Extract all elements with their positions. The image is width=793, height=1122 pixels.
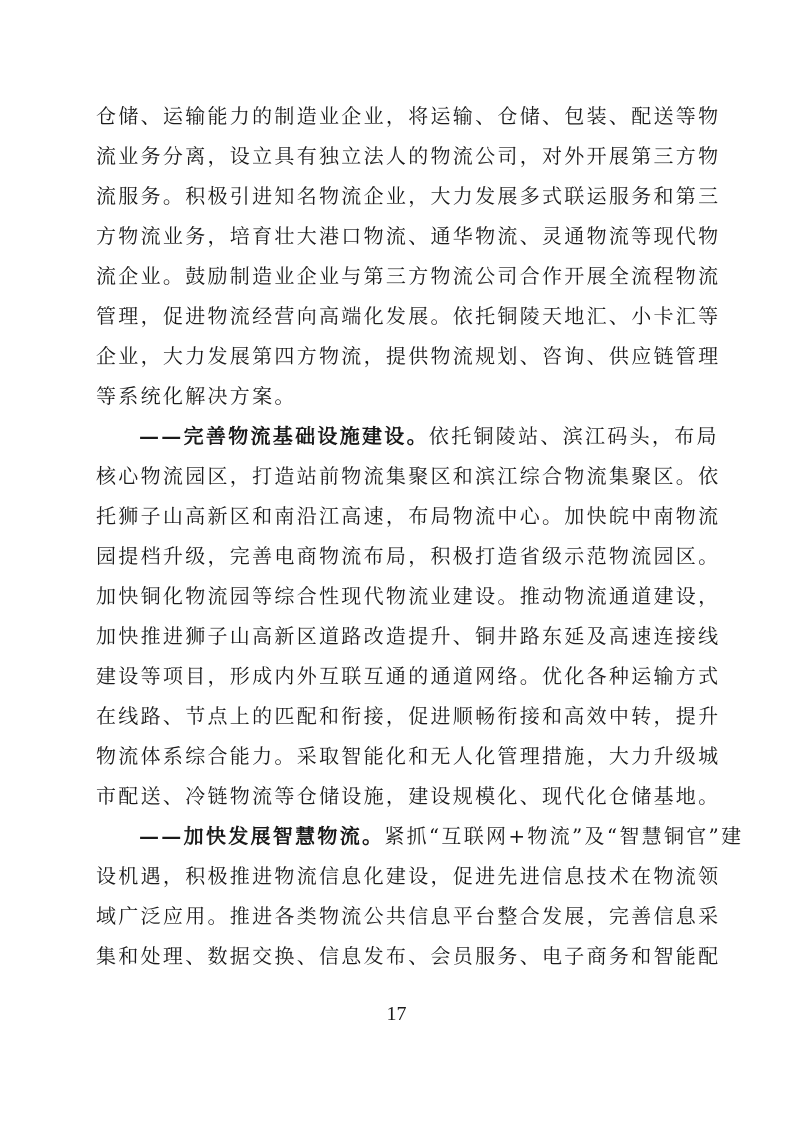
text-line: 流业务分离，设立具有独立法人的物流公司，对外开展第三方物 (96, 144, 721, 168)
document-page (96, 96, 744, 976)
text-line: 集和处理、数据交换、信息发布、会员服务、电子商务和智能配 (96, 944, 721, 968)
text-line: 加快推进狮子山高新区道路改造提升、铜井路东延及高速连接线 (96, 624, 721, 648)
text-line: 设机遇，积极推进物流信息化建设，促进先进信息技术在物流领 (96, 864, 721, 888)
page-number: 17 (386, 1003, 407, 1025)
text-line: 核心物流园区，打造站前物流集聚区和滨江综合物流集聚区。依 (96, 464, 721, 488)
text-line: 企业，大力发展第四方物流，提供物流规划、咨询、供应链管理 (96, 344, 721, 368)
text-line: 物流体系综合能力。采取智能化和无人化管理措施，大力升级城 (96, 744, 721, 768)
text-line: 在线路、节点上的匹配和衔接，促进顺畅衔接和高效中转，提升 (96, 704, 721, 728)
text-line: 市配送、冷链物流等仓储设施，建设规模化、现代化仓储基地。 (96, 784, 721, 808)
text-line: 加快铜化物流园等综合性现代物流业建设。推动物流通道建设， (96, 584, 721, 608)
text-line: 流企业。鼓励制造业企业与第三方物流公司合作开展全流程物流 (96, 264, 721, 288)
section-heading: ——加快发展智慧物流。 (139, 824, 385, 848)
text-line: 建设等项目，形成内外互联互通的通道网络。优化各种运输方式 (96, 664, 721, 688)
text-line: 仓储、运输能力的制造业企业，将运输、仓储、包装、配送等物 (96, 104, 721, 128)
text-line: 方物流业务，培育壮大港口物流、通华物流、灵通物流等现代物 (96, 224, 721, 248)
text-line: 园提档升级，完善电商物流布局，积极打造省级示范物流园区。 (96, 544, 721, 568)
paragraph-smart-logistics (96, 816, 744, 976)
section-heading: ——完善物流基础设施建设。 (139, 424, 429, 448)
text-run: 紧抓“互联网+物流”及“智慧铜官”建 (384, 824, 744, 848)
paragraph-infrastructure (96, 416, 721, 816)
text-line: 管理，促进物流经营向高端化发展。依托铜陵天地汇、小卡汇等 (96, 304, 721, 328)
text-line: 域广泛应用。推进各类物流公共信息平台整合发展，完善信息采 (96, 904, 721, 928)
paragraph-enterprise-logistics (96, 96, 721, 416)
text-line: 等系统化解决方案。 (96, 384, 297, 408)
paragraph-first-line (96, 416, 719, 456)
text-line: 托狮子山高新区和南沿江高速，布局物流中心。加快皖中南物流 (96, 504, 721, 528)
text-line: 流服务。积极引进知名物流企业，大力发展多式联运服务和第三 (96, 184, 721, 208)
paragraph-first-line (96, 816, 744, 856)
text-run: 依托铜陵站、滨江码头，布局 (428, 424, 719, 448)
